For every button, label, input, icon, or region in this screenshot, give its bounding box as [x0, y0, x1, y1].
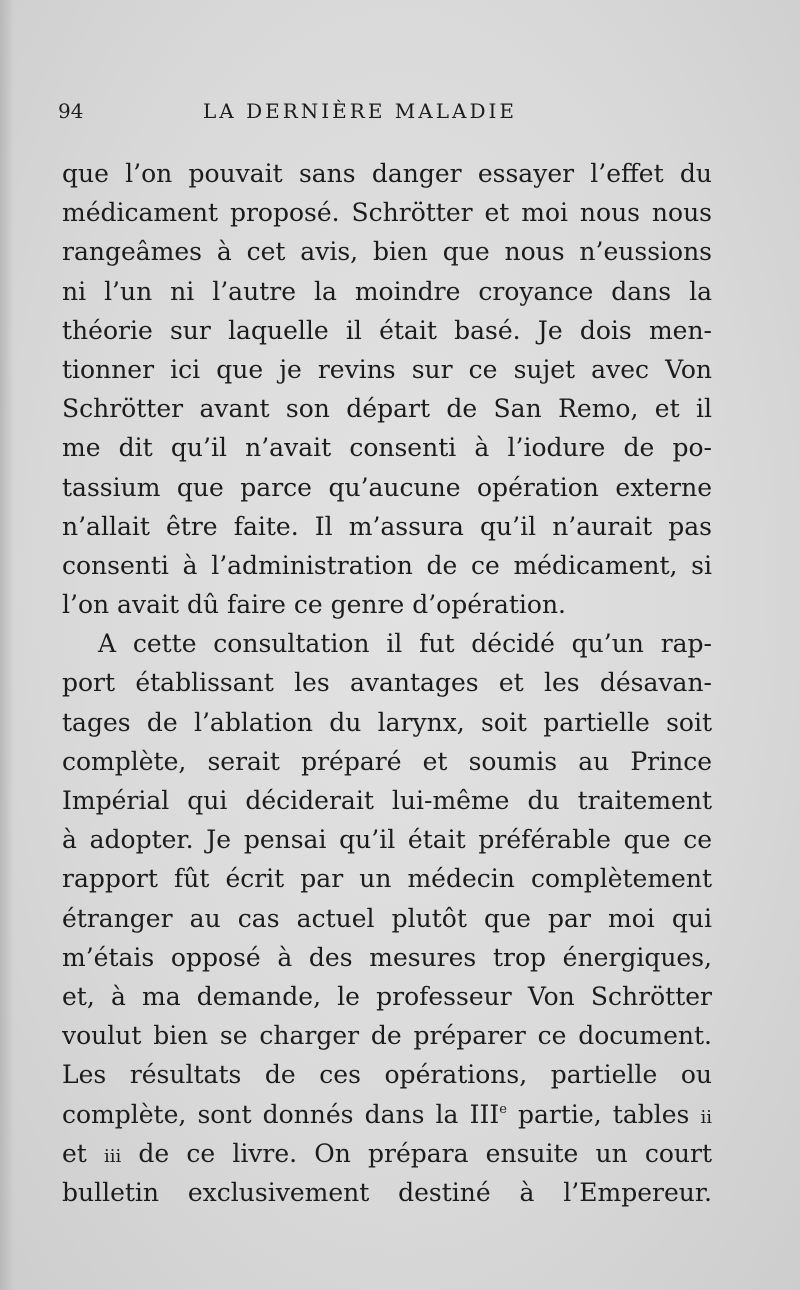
text-line: que l’on pouvait sans danger essayer l’effet du — [62, 159, 712, 188]
text-line: consenti à l’administration de ce médicament, si — [62, 550, 712, 580]
text-line-with-superscript — [62, 1095, 712, 1134]
text-line: et, à ma demande, le professeur Von Schrötter — [62, 981, 712, 1011]
text-line: rangeâmes à cet avis, bien que nous n’eussions — [62, 237, 712, 267]
text-line: me dit qu’il n’avait consenti à l’iodure de po- — [62, 433, 712, 463]
text-line: rapport fût écrit par un médecin complètement — [62, 864, 712, 894]
text-line: médicament proposé. Schrötter et moi nous nous — [62, 198, 712, 228]
text-segment: de ce livre. On prépara ensuite un court — [121, 1138, 712, 1168]
text-line: théorie sur laquelle il était basé. Je dois men- — [62, 315, 712, 345]
roman-numeral: iii — [104, 1145, 122, 1167]
text-line: voulut bien se charger de préparer ce document. — [62, 1021, 712, 1051]
running-head: LA DERNIÈRE MALADIE — [203, 99, 517, 123]
roman-numeral: ii — [700, 1106, 712, 1128]
page-number: 94 — [58, 99, 84, 123]
text-line: l’on avait dû faire ce genre d’opération. — [62, 590, 566, 620]
text-line: ni l’un ni l’autre la moindre croyance dans la — [62, 276, 712, 306]
text-line: étranger au cas actuel plutôt que par moi qui — [62, 903, 712, 933]
text-line: port établissant les avantages et les désavan- — [62, 668, 712, 698]
text-line: bulletin exclusivement destiné à l’Empereur. — [62, 1177, 712, 1207]
page-header — [58, 96, 568, 126]
text-segment: partie, tables — [506, 1099, 701, 1129]
text-line: tages de l’ablation du larynx, soit partielle soit — [62, 707, 712, 737]
text-line: n’allait être faite. Il m’assura qu’il n’aurait pas — [62, 511, 712, 541]
text-line: tionner ici que je revins sur ce sujet avec Von — [62, 354, 712, 384]
text-line-with-numeral — [62, 1134, 712, 1173]
body-text — [62, 154, 712, 1212]
superscript: e — [499, 1101, 507, 1117]
text-line: à adopter. Je pensai qu’il était préférable que ce — [62, 825, 712, 855]
text-segment: complète, sont donnés dans la III — [62, 1099, 500, 1129]
text-line: Schrötter avant son départ de San Remo, et il — [62, 394, 712, 424]
text-line: A cette consultation il fut décidé qu’un rap- — [98, 629, 712, 659]
text-segment: et — [62, 1138, 104, 1168]
text-line: m’étais opposé à des mesures trop énergiques, — [62, 942, 712, 972]
text-line: tassium que parce qu’aucune opération externe — [62, 472, 712, 502]
text-line: Les résultats de ces opérations, partielle ou — [62, 1060, 712, 1090]
text-line: complète, serait préparé et soumis au Prince — [62, 746, 712, 776]
text-line: Impérial qui déciderait lui-même du traitement — [62, 786, 712, 815]
page-gutter-shadow — [0, 0, 14, 1290]
